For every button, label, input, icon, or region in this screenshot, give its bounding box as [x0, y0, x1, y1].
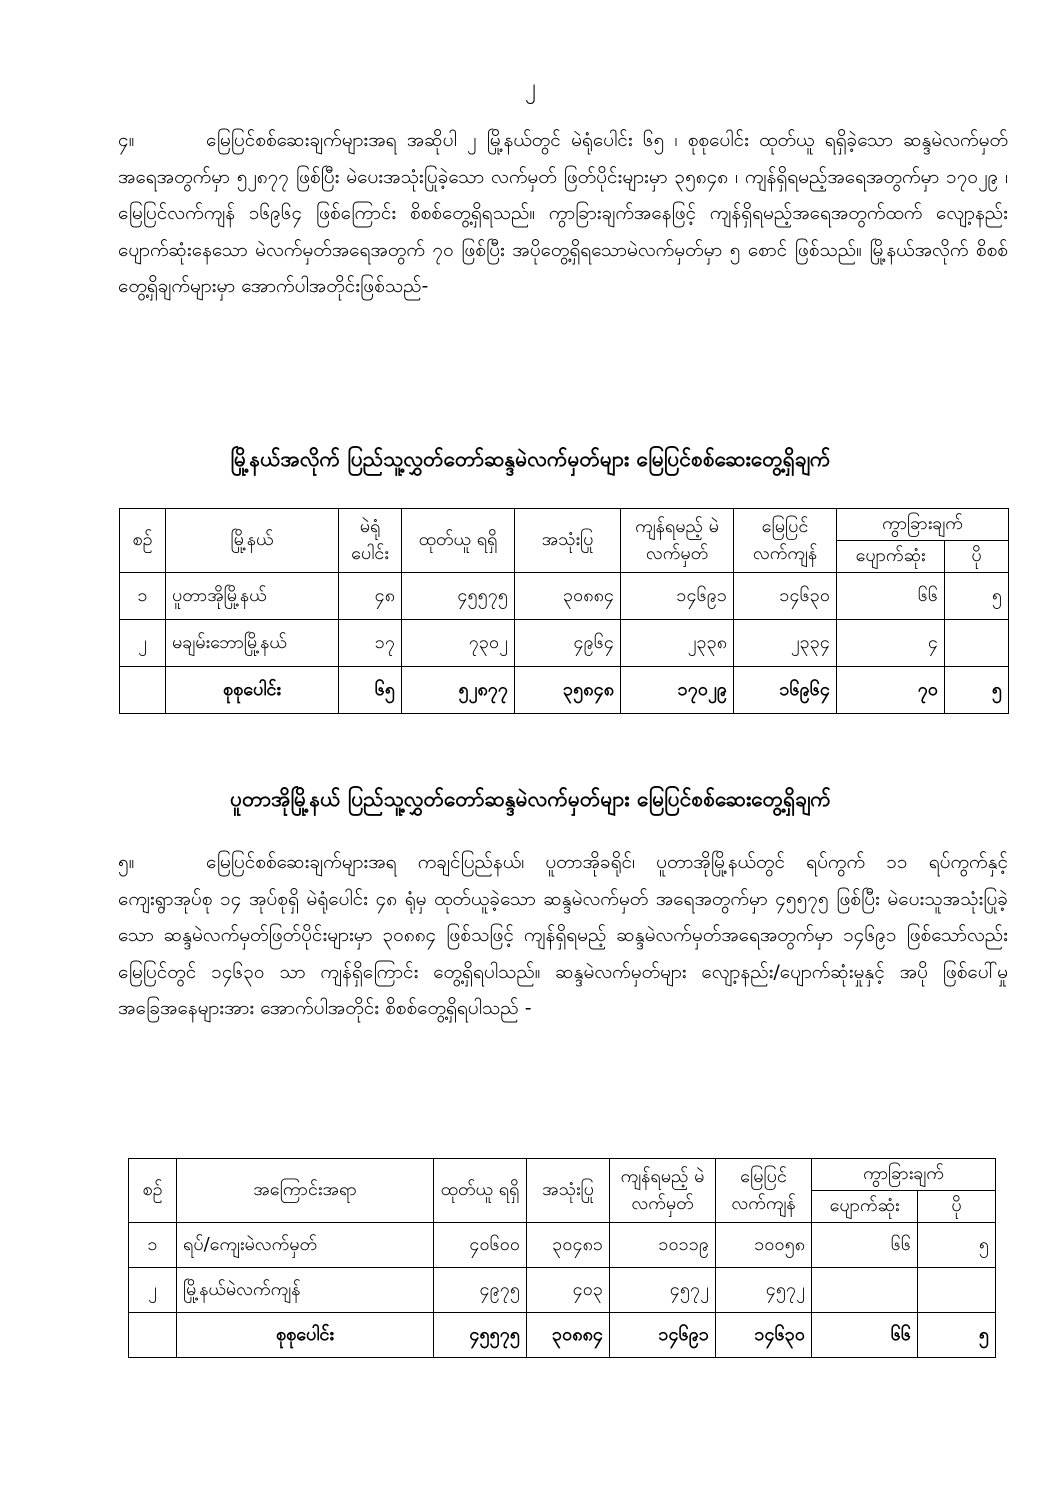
paragraph-text: မြေပြင်စစ်ဆေးချက်များအရ အဆိုပါ ၂ မြို့နယ်တွင် မဲရုံပေါင်း ၆၅ ၊ စုစုပေါင်း ထုတ်ယူ ရရှိခဲ့သော ဆန္ဒမဲလက်မှတ်အရေအတွက်မှာ ၅၂၈၇၇ ဖြစ်ပြီး မဲပေးအသုံးပြုခဲ့သော လက်မှတ် ဖြတ်ပိုင်းများမှာ ၃၅၈၄၈ ၊ ကျန်ရှိရမည့်အရေအတွက်မှာ ၁၇၀၂၉ ၊ မြေပြင်လက်ကျန် ၁၆၉၆၄ ဖြစ်ကြောင်း စိစစ်တွေ့ရှိရသည်။ ကွာခြားချက်အနေဖြင့် ကျန်ရှိရမည့်အရေအတွက်ထက် လျော့နည်း ပျောက်ဆုံးနေသော မဲလက်မှတ်အရေအတွက် ၇၀ ဖြစ်ပြီး အပိုတွေ့ရှိရသောမဲလက်မှတ်မှာ ၅ စောင် ဖြစ်သည်။ မြို့နယ်အလိုက် စိစစ်တွေ့ရှိချက်များမှာ အောက်ပါအတိုင်းဖြစ်သည်- — [118, 129, 1008, 297]
header-extra: ပို — [918, 1191, 996, 1223]
cell-remaining: ၄၅၇၂ — [610, 1268, 716, 1313]
paragraph-number: ၅။ — [118, 851, 135, 873]
table-total-row — [120, 667, 1009, 714]
paragraph-number: ၄။ — [118, 129, 135, 151]
cell-extra: ၅ — [918, 1223, 996, 1268]
cell-ground: ၁၀၀၅၈ — [716, 1223, 812, 1268]
cell-remaining: ၁၇၀၂၉ — [621, 667, 734, 714]
cell-used: ၄၀၃ — [527, 1268, 610, 1313]
table-row — [120, 620, 1009, 667]
header-township: မြို့နယ် — [166, 509, 339, 573]
cell-lost: ၆၆ — [812, 1223, 918, 1268]
table-row — [129, 1223, 996, 1268]
cell-township: ပူတာအိုမြို့နယ် — [166, 573, 339, 620]
paragraph-2 — [118, 844, 1008, 1027]
header-issued: ထုတ်ယူ ရရှိ — [402, 509, 515, 573]
township-summary-table — [119, 508, 1009, 714]
cell-lost: ၄ — [837, 620, 945, 667]
cell-stations: ၄၈ — [339, 573, 402, 620]
section-heading-township: မြို့နယ်အလိုက် ပြည်သူ့လွှတ်တော်ဆန္ဒမဲလက်မှတ်များ မြေပြင်စစ်ဆေးတွေ့ရှိချက် — [230, 447, 831, 471]
cell-remaining: ၁၄၆၉၁ — [610, 1313, 716, 1358]
header-used: အသုံးပြု — [515, 509, 621, 573]
cell-extra — [918, 1268, 996, 1313]
cell-empty — [129, 1313, 177, 1358]
cell-lost: ၇၀ — [837, 667, 945, 714]
header-description: အကြောင်းအရာ — [177, 1159, 434, 1223]
cell-extra: ၅ — [945, 667, 1009, 714]
cell-extra — [945, 620, 1009, 667]
cell-extra: ၅ — [918, 1313, 996, 1358]
table-row — [129, 1268, 996, 1313]
cell-ground: ၁၄၆၃၀ — [734, 573, 837, 620]
header-difference: ကွာခြားချက် — [837, 509, 1009, 541]
cell-issued: ၄၉၇၅ — [434, 1268, 527, 1313]
section-heading-putao: ပူတာအိုမြို့နယ် ပြည်သူ့လွှတ်တော်ဆန္ဒမဲလက်မှတ်များ မြေပြင်စစ်ဆေးတွေ့ရှိချက် — [230, 787, 831, 811]
cell-ground: ၄၅၇၂ — [716, 1268, 812, 1313]
header-no: စဉ် — [120, 509, 166, 573]
header-ground: မြေပြင် လက်ကျန် — [734, 509, 837, 573]
header-extra: ပို — [945, 541, 1009, 573]
header-no: စဉ် — [129, 1159, 177, 1223]
cell-description: ရပ်/ကျေးမဲလက်မှတ် — [177, 1223, 434, 1268]
table-row — [120, 573, 1009, 620]
cell-stations: ၁၇ — [339, 620, 402, 667]
header-used: အသုံးပြု — [527, 1159, 610, 1223]
cell-used: ၃၅၈၄၈ — [515, 667, 621, 714]
cell-issued: ၄၅၅၇၅ — [402, 573, 515, 620]
cell-no: ၂ — [120, 620, 166, 667]
header-difference: ကွာခြားချက် — [812, 1159, 996, 1191]
cell-ground: ၁၄၆၃၀ — [716, 1313, 812, 1358]
cell-stations: ၆၅ — [339, 667, 402, 714]
page-number: ၂ — [525, 75, 536, 100]
paragraph-text: မြေပြင်စစ်ဆေးချက်များအရ ကချင်ပြည်နယ်၊ ပူတာအိုခရိုင်၊ ပူတာအိုမြို့နယ်တွင် ရပ်ကွက် ၁၁ ရပ်ကွက်နှင့် ကျေးရွာအုပ်စု ၁၄ အုပ်စုရှိ မဲရုံပေါင်း ၄၈ ရုံမှ ထုတ်ယူခဲ့သော ဆန္ဒမဲလက်မှတ် အရေအတွက်မှာ ၄၅၅၇၅ ဖြစ်ပြီး မဲပေးသူအသုံးပြုခဲ့သော ဆန္ဒမဲလက်မှတ်ဖြတ်ပိုင်းများမှာ ၃၀၈၈၄ ဖြစ်သဖြင့် ကျန်ရှိရမည့် ဆန္ဒမဲလက်မှတ်အရေအတွက်မှာ ၁၄၆၉၁ ဖြစ်သော်လည်း မြေပြင်တွင် ၁၄၆၃၀ သာ ကျန်ရှိကြောင်း တွေ့ရှိရပါသည်။ ဆန္ဒမဲလက်မှတ်များ လျော့နည်း/ပျောက်ဆုံးမှုနှင့် အပို ဖြစ်ပေါ်မှုအခြေအနေများအား အောက်ပါအတိုင်း စိစစ်တွေ့ရှိရပါသည် - — [118, 851, 1008, 1019]
cell-description: မြို့နယ်မဲလက်ကျန် — [177, 1268, 434, 1313]
header-lost: ပျောက်ဆုံး — [837, 541, 945, 573]
cell-extra: ၅ — [945, 573, 1009, 620]
putao-detail-table — [128, 1158, 996, 1358]
cell-used: ၄၉၆၄ — [515, 620, 621, 667]
cell-total-label: စုစုပေါင်း — [177, 1313, 434, 1358]
cell-no: ၁ — [129, 1223, 177, 1268]
cell-issued: ၄၀၆၀၀ — [434, 1223, 527, 1268]
cell-ground: ၁၆၉၆၄ — [734, 667, 837, 714]
cell-lost: ၆၆ — [812, 1313, 918, 1358]
cell-township: မချမ်းဘောမြို့နယ် — [166, 620, 339, 667]
header-stations: မဲရုံ ပေါင်း — [339, 509, 402, 573]
cell-lost: ၆၆ — [837, 573, 945, 620]
cell-total-label: စုစုပေါင်း — [166, 667, 339, 714]
cell-remaining: ၂၃၃၈ — [621, 620, 734, 667]
cell-used: ၃၀၈၈၄ — [527, 1313, 610, 1358]
cell-empty — [120, 667, 166, 714]
cell-ground: ၂၃၃၄ — [734, 620, 837, 667]
cell-no: ၁ — [120, 573, 166, 620]
header-remaining: ကျန်ရမည့် မဲလက်မှတ် — [621, 509, 734, 573]
cell-used: ၃၀၈၈၄ — [515, 573, 621, 620]
cell-no: ၂ — [129, 1268, 177, 1313]
cell-issued: ၇၃၀၂ — [402, 620, 515, 667]
header-lost: ပျောက်ဆုံး — [812, 1191, 918, 1223]
cell-issued: ၅၂၈၇၇ — [402, 667, 515, 714]
cell-issued: ၄၅၅၇၅ — [434, 1313, 527, 1358]
header-issued: ထုတ်ယူ ရရှိ — [434, 1159, 527, 1223]
cell-remaining: ၁၄၆၉၁ — [621, 573, 734, 620]
table-total-row — [129, 1313, 996, 1358]
paragraph-1 — [118, 122, 1008, 305]
cell-lost — [812, 1268, 918, 1313]
cell-remaining: ၁၀၁၁၉ — [610, 1223, 716, 1268]
header-ground: မြေပြင် လက်ကျန် — [716, 1159, 812, 1223]
header-remaining: ကျန်ရမည့် မဲလက်မှတ် — [610, 1159, 716, 1223]
cell-used: ၃၀၄၈၁ — [527, 1223, 610, 1268]
